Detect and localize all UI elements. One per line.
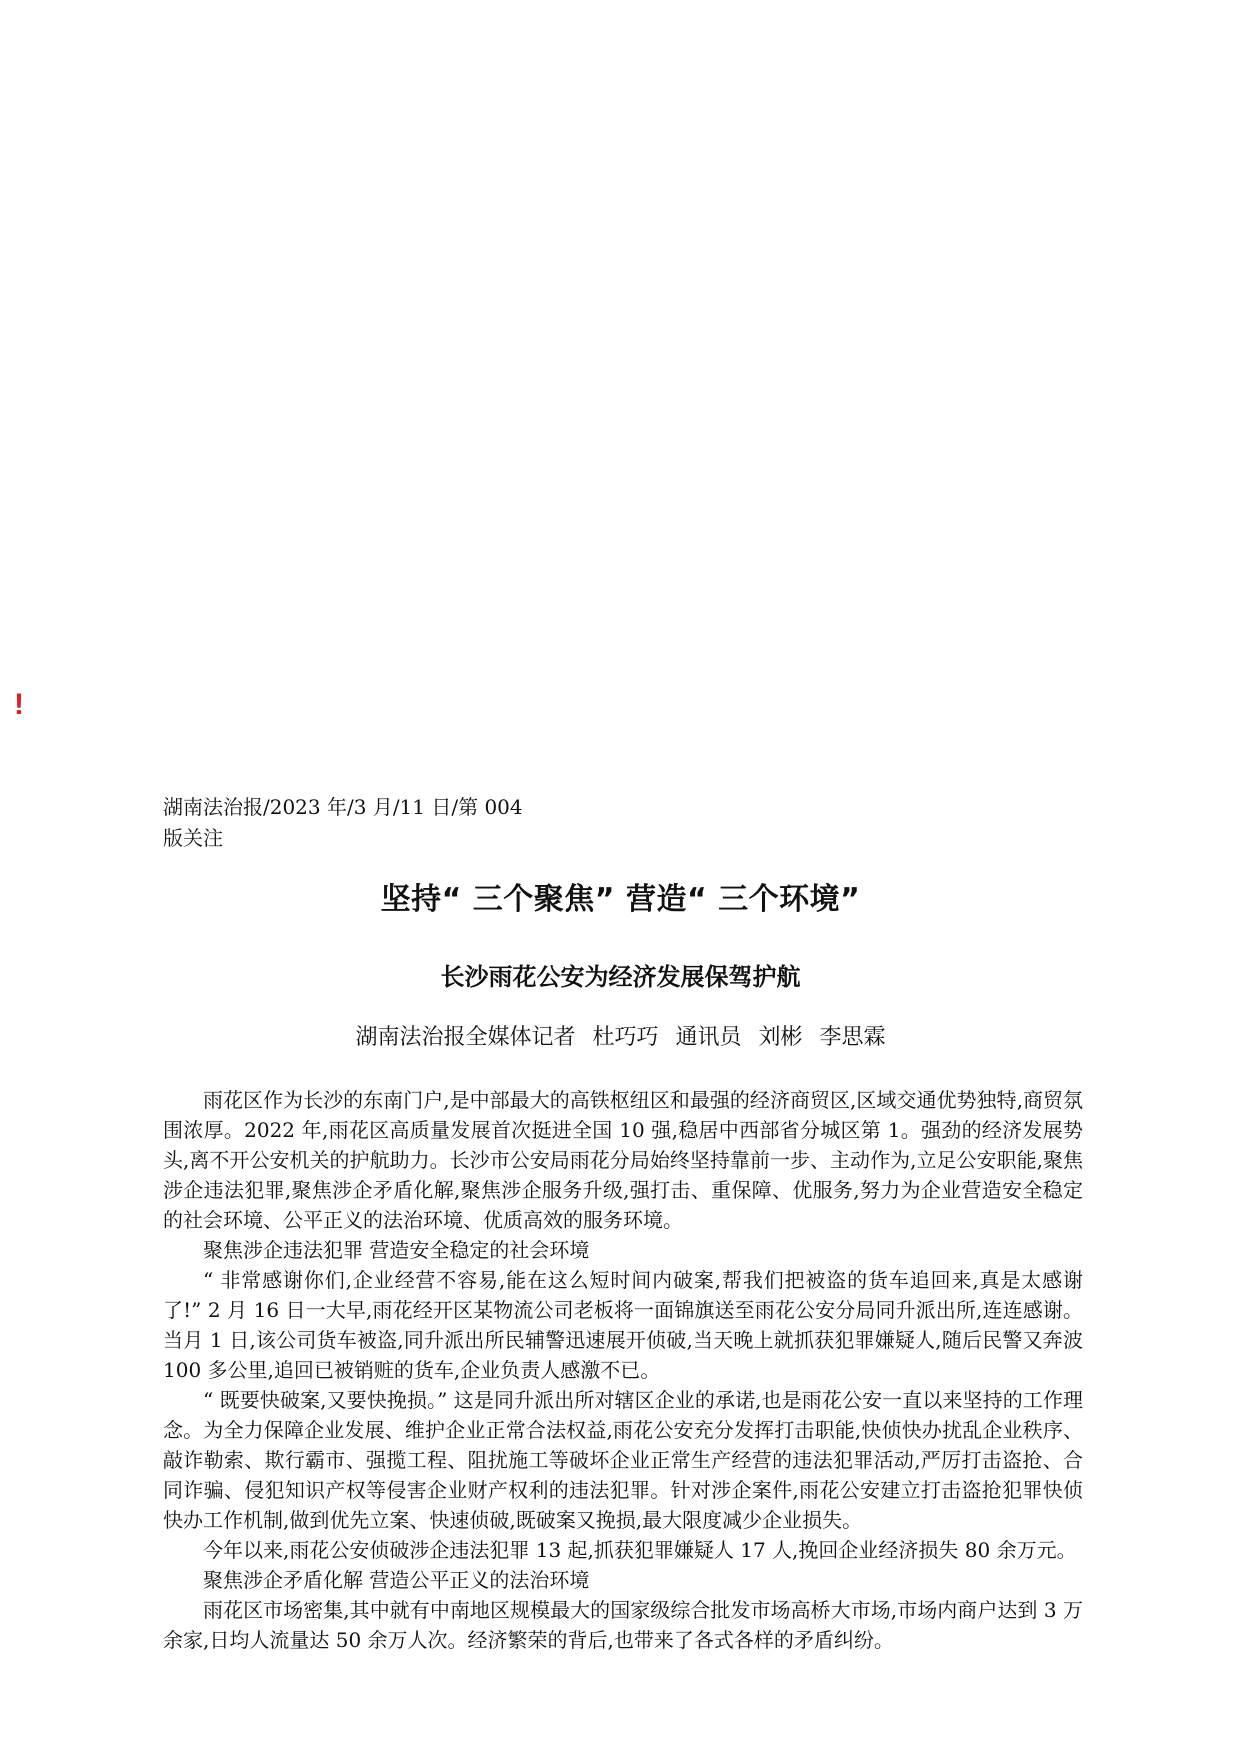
article-subtitle: 长沙雨花公安为经济发展保驾护航 xyxy=(440,963,801,991)
section-line: 版关注 xyxy=(163,826,223,850)
paragraph-market: 雨花区市场密集,其中就有中南地区规模最大的国家级综合批发市场高桥大市场,市场内商户达到 3 万余家,日均人流量达 50 余万人次。经济繁荣的背后,也带来了各式各样的矛盾纠纷。 xyxy=(163,1598,1083,1652)
margin-exclamation-mark: ! xyxy=(14,688,24,721)
section-heading-legal-environment: 聚焦涉企矛盾化解 营造公平正义的法治环境 xyxy=(203,1568,590,1592)
paragraph-intro: 雨花区作为长沙的东南门户,是中部最大的高铁枢纽区和最强的经济商贸区,区域交通优势独特,商贸氛围浓厚。2022 年,雨花区高质量发展首次挺进全国 10 强,稳居中西部省分城区第 1。强劲的经济发展势头,离不开公安机关的护航助力。长沙市公安局雨花分局始终坚持靠前一步、主动作为,立足公安职能,聚焦涉企违法犯罪,聚焦涉企矛盾化解,聚焦涉企服务升级,强打击、重保障、优服务,努力为企业营造安全稳定的社会环境、公平正义的法治环境、优质高效的服务环境。 xyxy=(163,1088,1083,1232)
article-byline: 湖南法治报全媒体记者 杜巧巧 通讯员 刘彬 李思霖 xyxy=(355,1025,886,1050)
article-title: 坚持“ 三个聚焦” 营造“ 三个环境” xyxy=(380,882,861,917)
paragraph-statistics: 今年以来,雨花公安侦破涉企违法犯罪 13 起,抓获犯罪嫌疑人 17 人,挽回企业经济损失 80 余万元。 xyxy=(203,1538,1077,1562)
article-body xyxy=(163,1085,1083,1655)
publication-meta xyxy=(163,792,563,854)
section-heading-social-environment: 聚焦涉企违法犯罪 营造安全稳定的社会环境 xyxy=(203,1238,590,1262)
source-line: 湖南法治报/2023 年/3 月/11 日/第 004 xyxy=(163,795,523,819)
paragraph-truck-case: “ 非常感谢你们,企业经营不容易,能在这么短时间内破案,帮我们把被盗的货车追回来,真是太感谢了!” 2 月 16 日一大早,雨花经开区某物流公司老板将一面锦旗送至雨花公安分局同升派出所,连连感谢。当月 1 日,该公司货车被盗,同升派出所民辅警迅速展开侦破,当天晚上就抓获犯罪嫌疑人,随后民警又奔波 100 多公里,追回已被销赃的货车,企业负责人感激不已。 xyxy=(163,1268,1083,1382)
paragraph-work-philosophy: “ 既要快破案,又要快挽损。” 这是同升派出所对辖区企业的承诺,也是雨花公安一直以来坚持的工作理念。为全力保障企业发展、维护企业正常合法权益,雨花公安充分发挥打击职能,快侦快办扰乱企业秩序、敲诈勒索、欺行霸市、强揽工程、阻扰施工等破坏企业正常生产经营的违法犯罪活动,严厉打击盗抢、合同诈骗、侵犯知识产权等侵害企业财产权利的违法犯罪。针对涉企案件,雨花公安建立打击盗抢犯罪快侦快办工作机制,做到优先立案、快速侦破,既破案又挽损,最大限度减少企业损失。 xyxy=(163,1388,1083,1532)
